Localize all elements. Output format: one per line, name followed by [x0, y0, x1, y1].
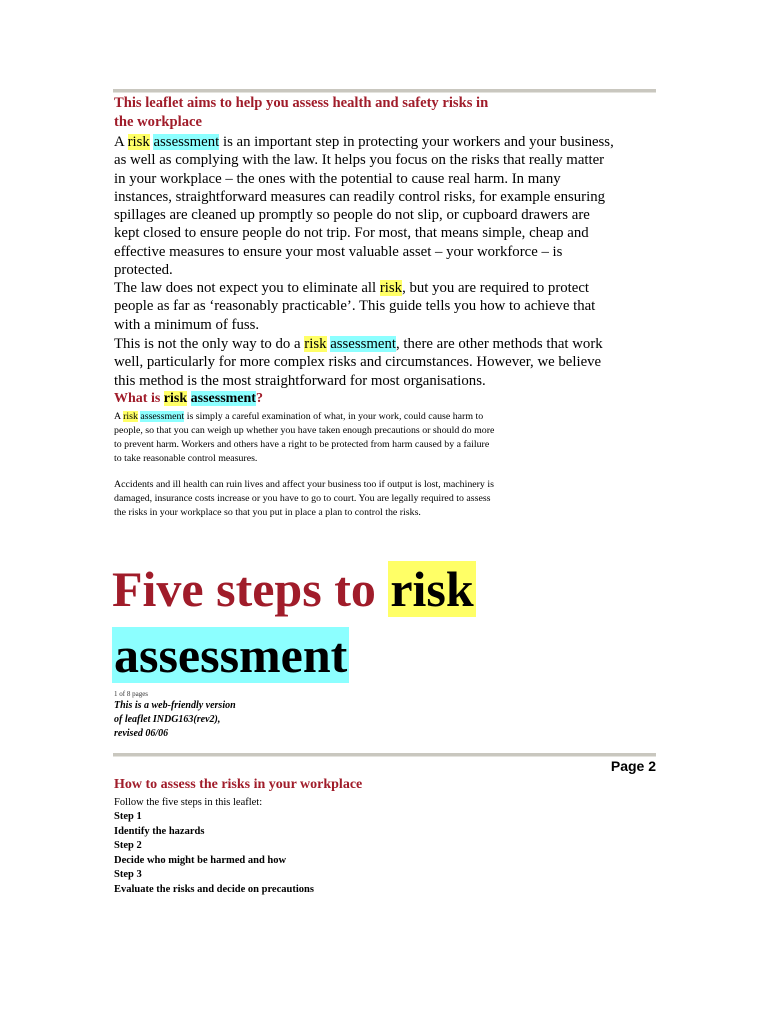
- text-fragment: , there are other methods that work well, particularly for more complex risks and circumstances. However, we believe this method is the most straightforward for most organisations.: [114, 336, 603, 389]
- title-prefix: Five steps to: [112, 561, 376, 617]
- top-divider: [113, 89, 656, 93]
- page-divider: [113, 753, 656, 757]
- highlight-assessment: assessment: [330, 336, 396, 352]
- intro-paragraph: [114, 133, 614, 279]
- pages-count: 1 of 8 pages: [114, 690, 149, 698]
- step-label: Step 2: [114, 840, 142, 852]
- title-risk: risk: [390, 561, 474, 617]
- document-title: [112, 556, 532, 688]
- page-number-label: Page 2: [610, 758, 656, 774]
- text-fragment: The law does not expect you to eliminate all: [114, 280, 377, 296]
- step-description: Decide who might be harmed and how: [114, 854, 287, 866]
- text-fragment: ?: [255, 391, 263, 406]
- highlight-risk: risk: [123, 411, 138, 422]
- highlight-risk: risk: [379, 280, 403, 296]
- step-description: Identify the hazards: [114, 825, 205, 837]
- methods-paragraph: [114, 335, 614, 390]
- highlight-assessment: assessment: [153, 134, 220, 150]
- text-fragment: A: [114, 411, 121, 422]
- step-label: Step 3: [114, 869, 142, 881]
- accidents-paragraph: Accidents and ill health can ruin lives and affect your business too if output is lost, machinery is damaged, insurance costs increase or you have to go to court. You are legally required to assess the risks in your workplace so that you put in place a plan to control the risks.: [114, 479, 494, 518]
- title-assessment: assessment: [114, 627, 348, 683]
- step-description: Evaluate the risks and decide on precautions: [114, 883, 314, 895]
- highlight-assessment: assessment: [140, 411, 185, 422]
- leaflet-aim-heading-line1: This leaflet aims to help you assess health and safety risks in: [114, 95, 489, 111]
- text-fragment: What is: [114, 391, 161, 406]
- highlight-assessment: assessment: [190, 391, 256, 406]
- text-fragment: A: [114, 134, 124, 150]
- text-fragment: This is not the only way to do a: [114, 336, 301, 352]
- leaflet-aim-heading-line2: the workplace: [114, 114, 202, 130]
- step-label: Step 1: [114, 811, 142, 822]
- text-fragment: is an important step in protecting your workers and your business, as well as complying with the law. It helps you focus on the risks that really matter in your workplace – the ones with the potential to cause real harm. In many instances, straightforward measures can readily control risks, for example ensuring spillages are cleaned up promptly so people do not slip, or cupboard drawers are kept closed to ensure people do not trip. For most, that means simple, cheap and effective measures to ensure your most valuable asset – your workforce – is protected.: [114, 134, 614, 279]
- leaflet-aim-heading: [114, 94, 534, 132]
- text-fragment: , but you are required to protect people as far as ‘reasonably practicable’. This guide tells you how to achieve that with a minimum of fuss.: [114, 280, 596, 333]
- steps-list: [114, 810, 314, 898]
- highlight-risk: risk: [304, 336, 327, 352]
- text-fragment: is simply a careful examination of what, in your work, could cause harm to people, so that you can weigh up whether you have taken enough precautions or should do more to prevent harm. Workers and others have a right to be protected from harm caused by a failure to take reasonable control measures.: [114, 411, 495, 464]
- how-to-heading: How to assess the risks in your workplace: [114, 777, 363, 792]
- law-paragraph: [114, 279, 614, 334]
- highlight-risk: risk: [127, 134, 150, 150]
- web-friendly-note: This is a web-friendly version of leaflet INDG163(rev2), revised 06/06: [114, 700, 236, 739]
- definition-paragraph: [114, 410, 499, 466]
- what-is-heading: [114, 390, 263, 408]
- highlight-risk: risk: [163, 391, 188, 406]
- steps-intro: Follow the five steps in this leaflet:: [114, 797, 263, 808]
